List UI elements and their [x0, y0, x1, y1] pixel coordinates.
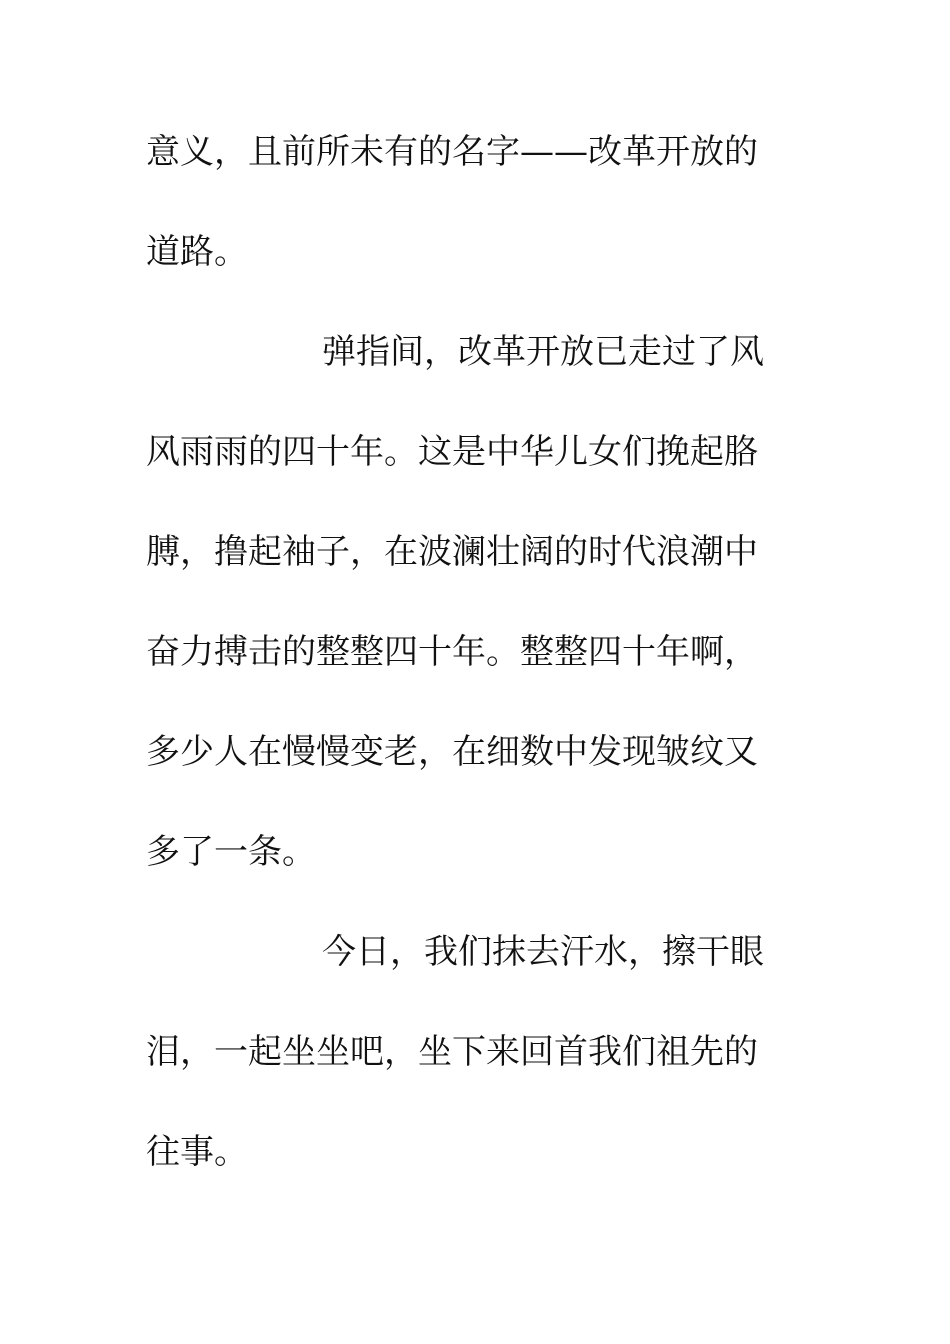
text-line: 膊，撸起袖子，在波澜壮阔的时代浪潮中 — [146, 532, 758, 572]
text-line: 泪，一起坐坐吧，坐下来回首我们祖先的 — [146, 1032, 758, 1072]
text-line: 道路。 — [146, 232, 248, 272]
paragraph-start-line: 今日，我们抹去汗水，擦干眼 — [322, 932, 764, 972]
text-line: 风雨雨的四十年。这是中华儿女们挽起胳 — [146, 432, 758, 472]
text-line: 多了一条。 — [146, 832, 316, 872]
text-line: 意义，且前所未有的名字——改革开放的 — [146, 132, 758, 172]
paragraph-start-line: 弹指间，改革开放已走过了风 — [322, 332, 764, 372]
text-line: 多少人在慢慢变老，在细数中发现皱纹又 — [146, 732, 758, 772]
text-line: 奋力搏击的整整四十年。整整四十年啊， — [146, 632, 758, 672]
text-line: 往事。 — [146, 1132, 248, 1172]
